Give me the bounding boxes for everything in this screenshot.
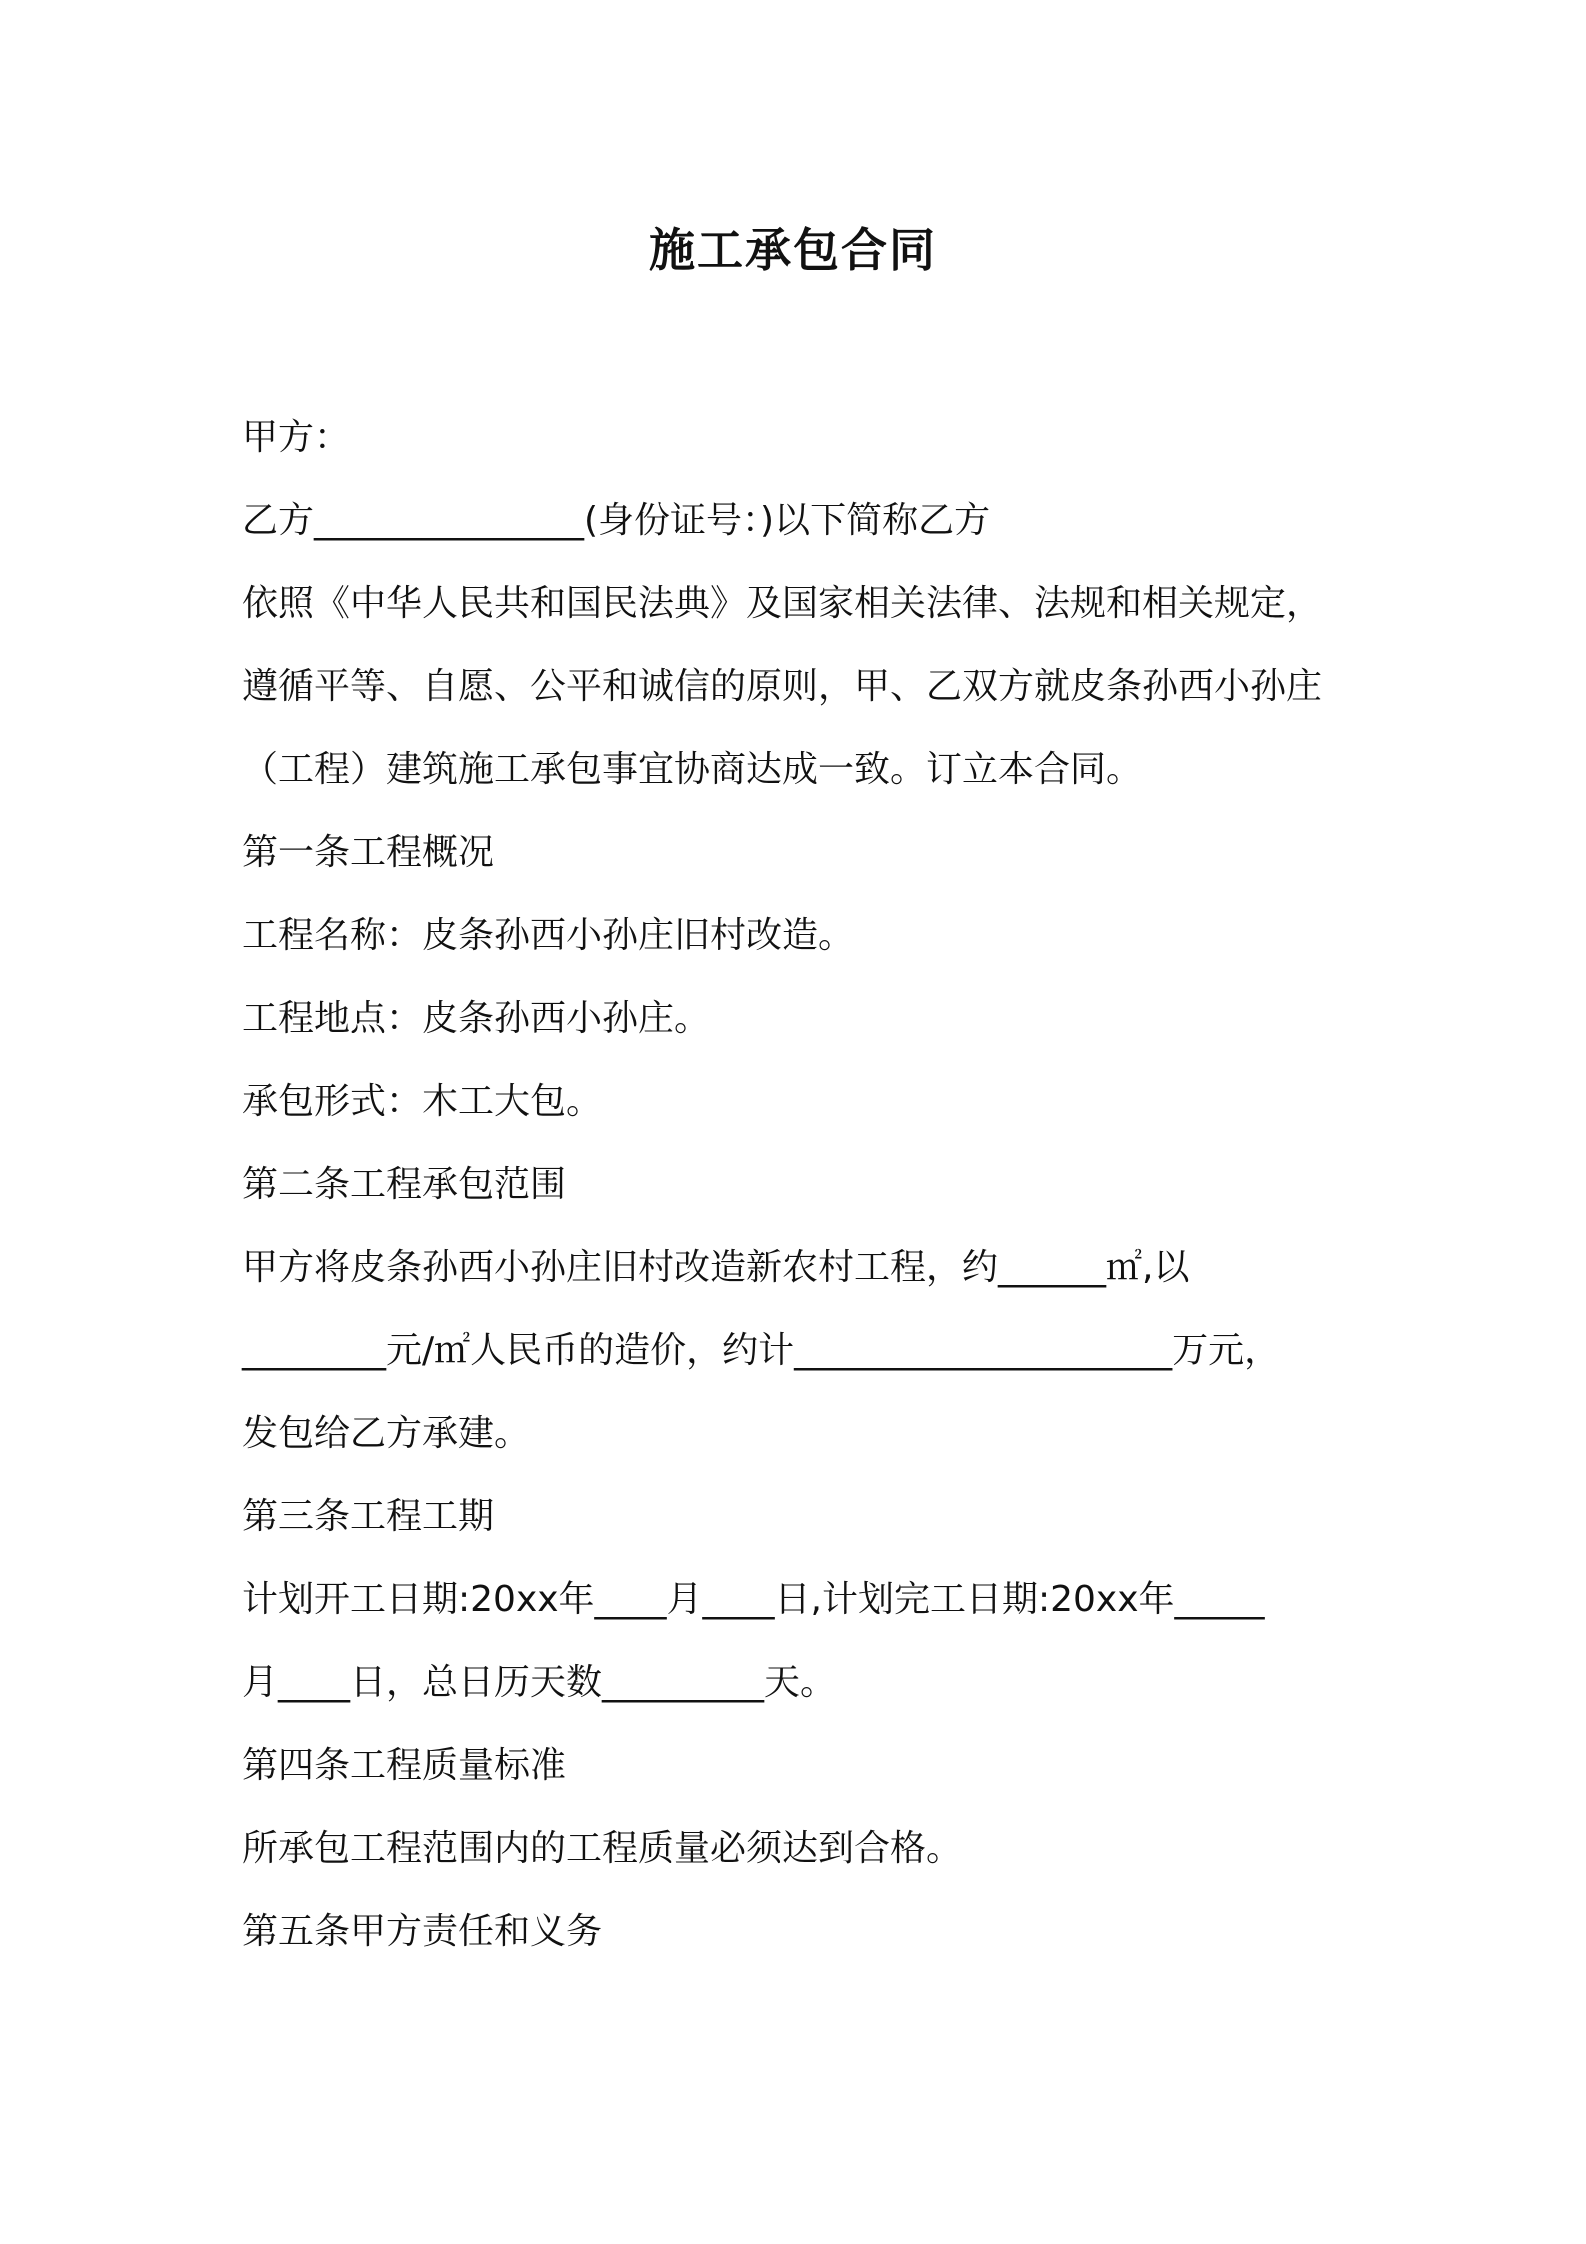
document-title: 施工承包合同 bbox=[649, 223, 937, 277]
article-2-heading: 第二条工程承包范围 bbox=[242, 1164, 567, 1205]
document-body bbox=[242, 408, 1372, 1985]
schedule-line-2: 月____日，总日历天数_________天。 bbox=[242, 1662, 837, 1703]
article-1-heading: 第一条工程概况 bbox=[242, 832, 495, 873]
party-b-line: 乙方_______________(身份证号：)以下简称乙方 bbox=[242, 500, 991, 541]
preamble-line-1: 依照《中华人民共和国民法典》及国家相关法律、法规和相关规定， bbox=[242, 583, 1323, 624]
contract-form-line: 承包形式：木工大包。 bbox=[242, 1081, 603, 1122]
quality-line: 所承包工程范围内的工程质量必须达到合格。 bbox=[242, 1828, 963, 1869]
scope-line-3: 发包给乙方承建。 bbox=[242, 1413, 531, 1454]
schedule-line-1: 计划开工日期:20xx年____月____日,计划完工日期:20xx年_____ bbox=[242, 1579, 1265, 1620]
article-3-heading: 第三条工程工期 bbox=[242, 1496, 495, 1537]
preamble-line-2: 遵循平等、自愿、公平和诚信的原则，甲、乙双方就皮条孙西小孙庄 bbox=[242, 666, 1323, 707]
preamble-line-3: （工程）建筑施工承包事宜协商达成一致。订立本合同。 bbox=[242, 749, 1143, 790]
scope-line-2: ________元/㎡人民币的造价，约计_____________________万元， bbox=[242, 1330, 1281, 1371]
article-5-heading: 第五条甲方责任和义务 bbox=[242, 1911, 603, 1952]
project-location-line: 工程地点：皮条孙西小孙庄。 bbox=[242, 998, 711, 1039]
scope-line-1: 甲方将皮条孙西小孙庄旧村改造新农村工程，约______㎡,以 bbox=[242, 1247, 1190, 1288]
party-a-line: 甲方： bbox=[242, 417, 351, 458]
project-name-line: 工程名称：皮条孙西小孙庄旧村改造。 bbox=[242, 915, 855, 956]
article-4-heading: 第四条工程质量标准 bbox=[242, 1745, 567, 1786]
